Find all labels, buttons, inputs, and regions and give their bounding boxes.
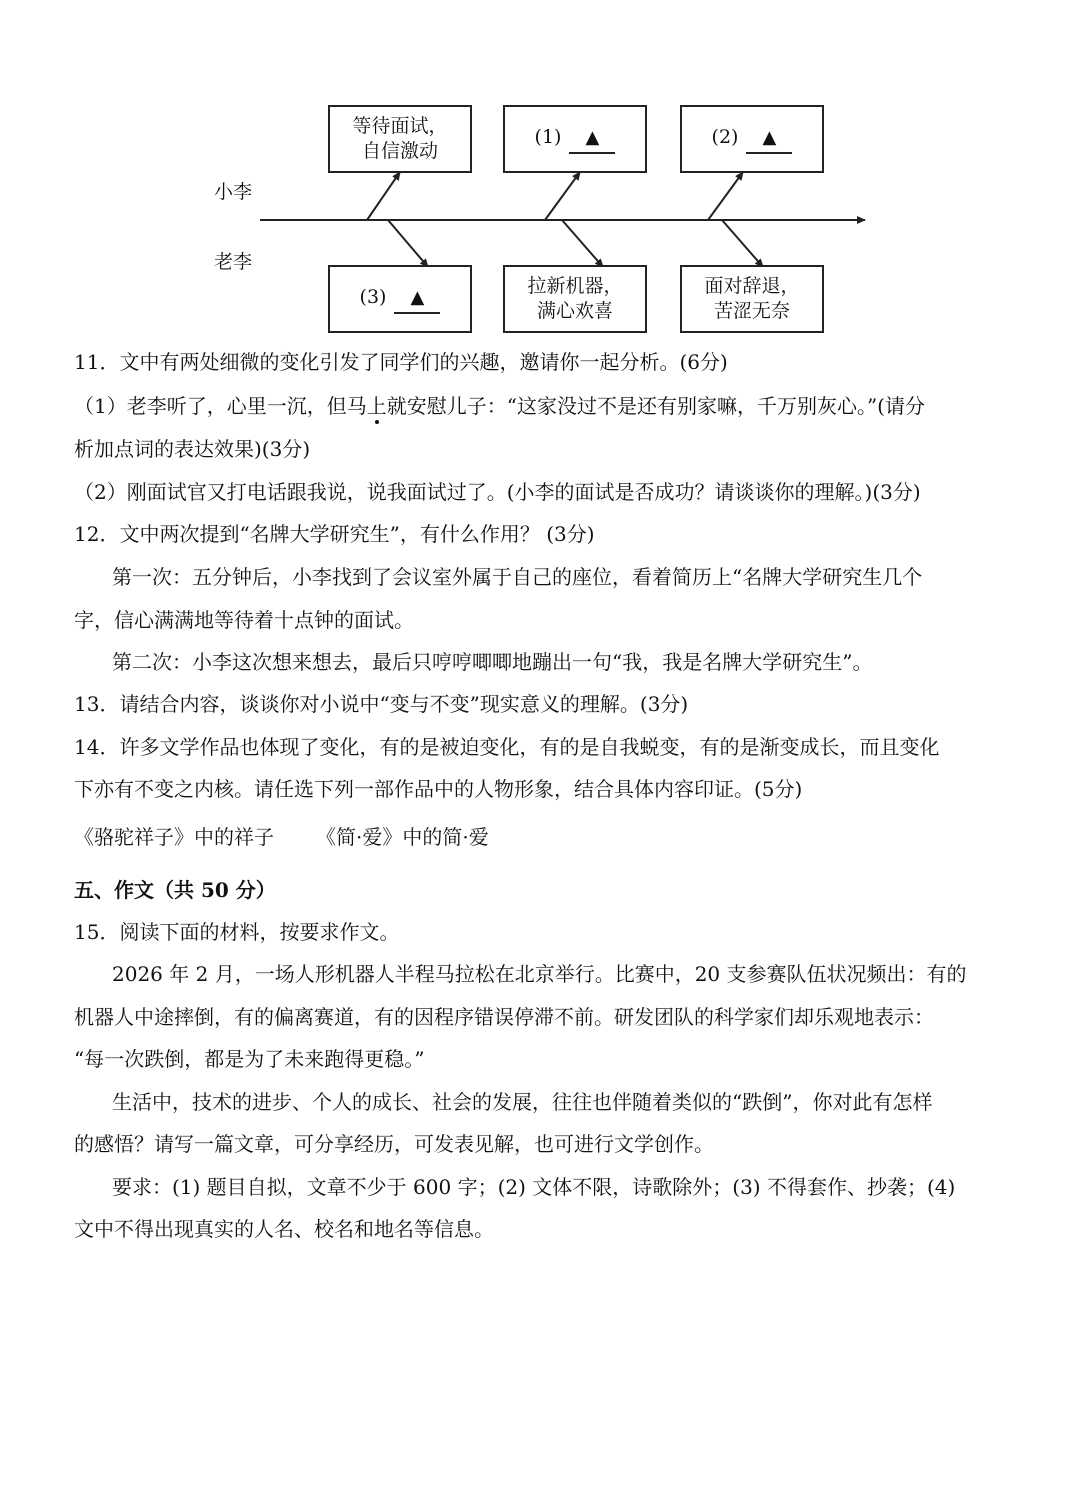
blank-2-number: (2) bbox=[711, 125, 739, 148]
branch-top-3 bbox=[708, 172, 743, 220]
blank-3-triangle: ▲ bbox=[394, 285, 440, 314]
q13-title: 13．请结合内容，谈谈你对小说中“变与不变”现实意义的理解。(3分) bbox=[74, 692, 689, 716]
branch-top-1 bbox=[367, 172, 400, 220]
blank-2-triangle: ▲ bbox=[746, 125, 792, 154]
q11-emphasized-word: 上 bbox=[366, 394, 387, 418]
material-line3: “每一次跌倒，都是为了未来跑得更稳。” bbox=[74, 1047, 425, 1071]
q12-second: 第二次：小李这次想来想去，最后只哼哼唧唧地蹦出一句“我，我是名牌大学研究生”。 bbox=[112, 650, 873, 674]
section5-heading: 五、作文（共 50 分） bbox=[74, 878, 276, 902]
q15-title: 15．阅读下面的材料，按要求作文。 bbox=[74, 920, 400, 944]
blank-1-number: (1) bbox=[534, 125, 562, 148]
box-bottom-1 bbox=[328, 265, 472, 333]
box-top-1 bbox=[328, 105, 472, 173]
box-bottom-3-line2: 苦涩无奈 bbox=[713, 300, 790, 322]
q11-title: 11．文中有两处细微的变化引发了同学们的兴趣，邀请你一起分析。(6分) bbox=[74, 350, 728, 374]
material-line2: 机器人中途摔倒，有的偏离赛道，有的因程序错误停滞不前。研发团队的科学家们却乐观地表示： bbox=[74, 1005, 934, 1029]
q11-part1-a: （1）老李听了，心里一沉，但马 bbox=[74, 394, 367, 418]
branch-top-2 bbox=[545, 172, 580, 220]
branch-bottom-2 bbox=[562, 220, 603, 267]
q12-first-line1: 第一次：五分钟后，小李找到了会议室外属于自己的座位，看着简历上“名牌大学研究生几个 bbox=[112, 565, 923, 589]
branch-bottom-1 bbox=[388, 220, 428, 267]
box-bottom-3 bbox=[680, 265, 824, 333]
q12-title: 12．文中两次提到“名牌大学研究生”，有什么作用？ (3分) bbox=[74, 522, 595, 546]
q14-work-2: 《简·爱》中的简·爱 bbox=[316, 825, 489, 849]
material-line1: 2026 年 2 月，一场人形机器人半程马拉松在北京举行。比赛中，20 支参赛队伍状况频出：有的 bbox=[112, 962, 967, 986]
box-top-2 bbox=[503, 105, 647, 173]
branch-bottom-3 bbox=[722, 220, 763, 267]
box-top-1-line1: 等待面试， bbox=[352, 115, 448, 137]
requirements-line2: 文中不得出现真实的人名、校名和地名等信息。 bbox=[74, 1217, 494, 1241]
blank-3-number: (3) bbox=[359, 285, 387, 308]
q11-part2: （2）刚面试官又打电话跟我说，说我面试过了。(小李的面试是否成功？请谈谈你的理解。)(3分) bbox=[74, 480, 921, 504]
q11-part1-line2: 析加点词的表达效果)(3分) bbox=[74, 437, 311, 461]
blank-1-triangle: ▲ bbox=[569, 125, 615, 154]
material-line5: 的感悟？请写一篇文章，可分享经历，可发表见解，也可进行文学创作。 bbox=[74, 1132, 714, 1156]
material-line4: 生活中，技术的进步、个人的成长、社会的发展，往往也伴随着类似的“跌倒”，你对此有怎样 bbox=[112, 1090, 933, 1114]
q11-part1-b: 就安慰儿子：“这家没过不是还有别家嘛，千万别灰心。”(请分 bbox=[386, 394, 925, 418]
box-bottom-2 bbox=[503, 265, 647, 333]
requirements-line1: 要求：(1) 题目自拟，文章不少于 600 字；(2) 文体不限，诗歌除外；(3) 不得套作、抄袭；(4) bbox=[112, 1175, 956, 1199]
label-xiaoli: 小李 bbox=[214, 181, 253, 203]
q14-line1: 14．许多文学作品也体现了变化，有的是被迫变化，有的是自我蜕变，有的是渐变成长，而且变化 bbox=[74, 735, 940, 759]
q11-part1-line1 bbox=[74, 392, 1014, 420]
box-bottom-2-line1: 拉新机器， bbox=[527, 275, 623, 297]
box-bottom-2-line2: 满心欢喜 bbox=[536, 300, 613, 322]
box-top-3 bbox=[680, 105, 824, 173]
box-top-1-line2: 自信激动 bbox=[361, 140, 438, 162]
label-laoli: 老李 bbox=[214, 251, 253, 273]
q14-works bbox=[74, 823, 1014, 851]
box-bottom-3-line1: 面对辞退， bbox=[704, 275, 800, 297]
q12-first-line2: 字，信心满满地等待着十点钟的面试。 bbox=[74, 608, 414, 632]
character-change-diagram bbox=[200, 95, 880, 340]
q14-work-1: 《骆驼祥子》中的祥子 bbox=[74, 825, 274, 849]
q14-line2: 下亦有不变之内核。请任选下列一部作品中的人物形象，结合具体内容印证。(5分) bbox=[74, 777, 803, 801]
